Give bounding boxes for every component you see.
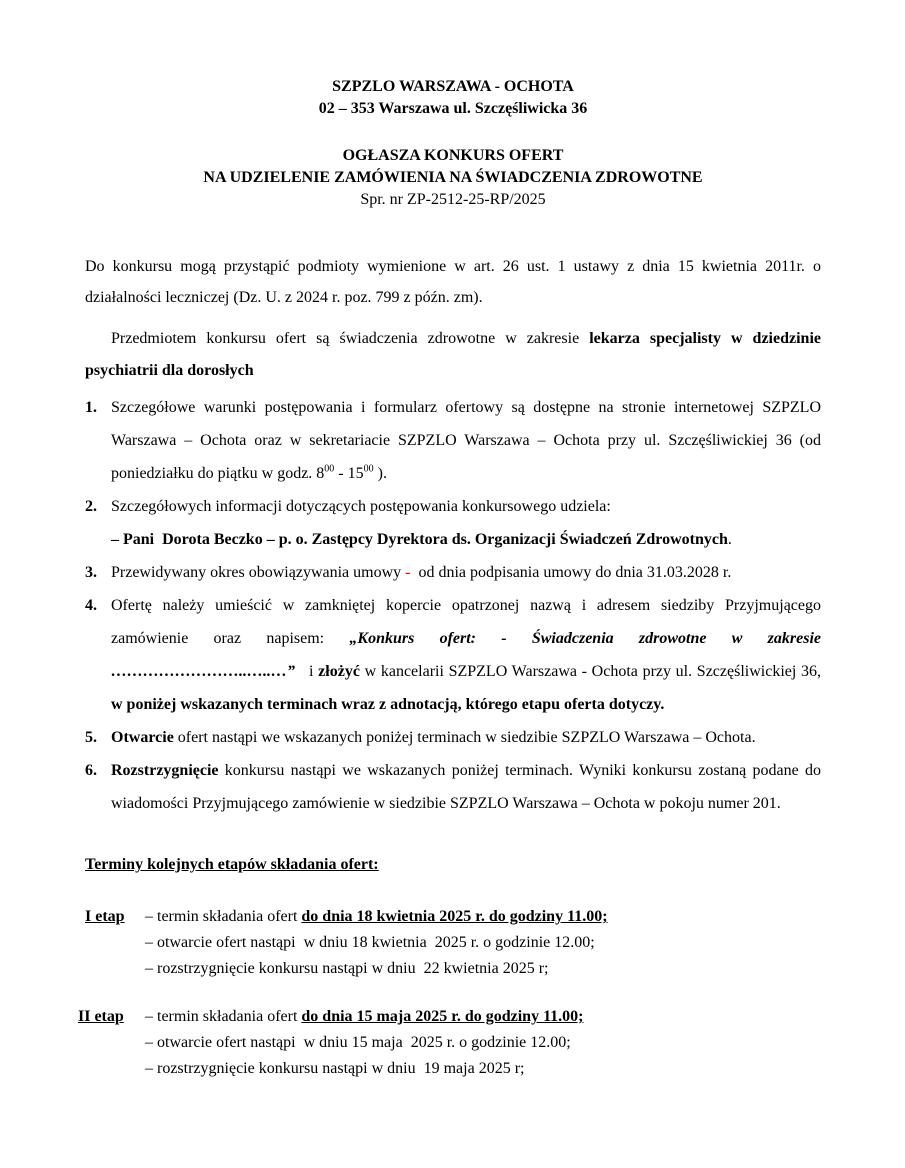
- announce-line2: NA UDZIELENIE ZAMÓWIENIA NA ŚWIADCZENIA ZDROWOTNE: [203, 169, 703, 186]
- announce-line1: OGŁASZA KONKURS OFERT: [342, 147, 564, 164]
- case-number: Spr. nr ZP-2512-25-RP/2025: [360, 191, 546, 208]
- list-item-5: [85, 721, 821, 754]
- item-number: 2.: [85, 498, 97, 515]
- item1-hours-sup-b: 00: [363, 463, 374, 475]
- contact-person: – Pani Dorota Beczko – p. o. Zastępcy Dyrektora ds. Organizacji Świadczeń Zdrowotnych: [111, 531, 728, 548]
- subject-specialty: lekarza specjalisty w dziedzinie psychiatrii dla dorosłych: [85, 330, 821, 379]
- item-number: 3.: [85, 564, 97, 581]
- stage-2-line3: – rozstrzygnięcie konkursu nastąpi w dniu 19 maja 2025 r;: [145, 1060, 525, 1077]
- item4-text-a: Ofertę należy umieścić w zamkniętej kopercie opatrzonej nazwą i adresem siedziby Przyjmującego zamówienie oraz napisem:: [111, 597, 821, 647]
- item-text: [111, 490, 821, 556]
- envelope-label-quote: „Konkurs ofert: - Świadczenia zdrowotne w zakresie ……………………..…..…”: [111, 630, 822, 680]
- announcement-title: [85, 145, 821, 211]
- list-item-3: [85, 556, 821, 589]
- stage-1-lines: [145, 904, 821, 982]
- item5-bold: Otwarcie: [111, 729, 174, 746]
- item1-hours-sup-a: 00: [324, 463, 335, 475]
- item2-line2: [111, 523, 821, 556]
- item-number: 1.: [85, 399, 97, 416]
- stage-1-line1-pre: – termin składania ofert: [145, 908, 302, 925]
- item3-text-a: Przewidywany okres obowiązywania umowy: [111, 564, 406, 581]
- org-address: 02 – 353 Warszawa ul. Szczęśliwicka 36: [318, 100, 588, 117]
- item-text: [111, 721, 821, 754]
- item1-text-a: Szczegółowe warunki postępowania i formularz ofertowy są dostępne na stronie internetowej SZPZLO Warszawa – Ochota oraz w sekretariacie SZPZLO Warszawa – Ochota przy ul. Szczęśliwickiej 36 (od poniedziałku do piątku w godz. 8: [111, 399, 821, 482]
- stage-2-deadline: do dnia 15 maja 2025 r. do godziny 11.00;: [301, 1008, 584, 1025]
- intro-paragraph-2: [85, 323, 821, 387]
- stage-2-line2: – otwarcie ofert nastąpi w dniu 15 maja 2025 r. o godzinie 12.00;: [145, 1034, 571, 1051]
- item4-text-b: i: [295, 663, 319, 680]
- item6-bold: Rozstrzygnięcie: [111, 762, 219, 779]
- item-number: 5.: [85, 729, 97, 746]
- subject-text: Przedmiotem konkursu ofert są świadczenia zdrowotne w zakresie: [111, 330, 590, 347]
- conditions-list: [85, 391, 821, 820]
- org-name: SZPZLO WARSZAWA - OCHOTA: [332, 78, 574, 95]
- document-header: [85, 76, 821, 120]
- stage-2-line1-pre: – termin składania ofert: [145, 1008, 302, 1025]
- list-item-6: [85, 754, 821, 820]
- stage-1-deadline: do dnia 18 kwietnia 2025 r. do godziny 11.00;: [301, 908, 608, 925]
- list-item-1: [85, 391, 821, 490]
- stage-1: [85, 904, 821, 982]
- item-number: 4.: [85, 597, 97, 614]
- stage-2-lines: [145, 1004, 821, 1082]
- item-text: [111, 754, 821, 820]
- intro-paragraph-1: Do konkursu mogą przystąpić podmioty wymienione w art. 26 ust. 1 ustawy z dnia 15 kwietnia 2011r. o działalności leczniczej (Dz. U. z 2024 r. poz. 799 z późn. zm).: [85, 258, 821, 306]
- item4-bold-c: w poniżej wskazanych terminach wraz z adnotacją, którego etapu oferta dotyczy.: [111, 696, 665, 713]
- item1-text-c: ).: [373, 465, 387, 482]
- item2-line2-end: .: [727, 531, 732, 548]
- stage-1-line2: – otwarcie ofert nastąpi w dniu 18 kwietnia 2025 r. o godzinie 12.00;: [145, 934, 595, 951]
- item1-text-b: - 15: [334, 465, 364, 482]
- stage-1-line1: [145, 904, 821, 930]
- item2-line1: Szczegółowych informacji dotyczących postępowania konkursowego udziela:: [111, 498, 611, 515]
- list-item-4: [85, 589, 821, 721]
- deadlines-heading: Terminy kolejnych etapów składania ofert:: [85, 856, 379, 873]
- item5-text: ofert nastąpi we wskazanych poniżej terminach w siedzibie SZPZLO Warszawa – Ochota.: [173, 729, 756, 746]
- stage-2: [78, 1004, 821, 1082]
- item4-text-c: w kancelarii SZPZLO Warszawa - Ochota przy ul. Szczęśliwickiej 36,: [359, 663, 821, 680]
- item-text: [111, 589, 821, 721]
- stage-1-line3: – rozstrzygnięcie konkursu nastąpi w dniu 22 kwietnia 2025 r;: [145, 960, 549, 977]
- list-item-2: [85, 490, 821, 556]
- item3-text-b: od dnia podpisania umowy do dnia 31.03.2028 r.: [410, 564, 732, 581]
- item-text: [111, 556, 821, 589]
- item6-text: konkursu nastąpi we wskazanych poniżej terminach. Wyniki konkursu zostaną podane do wiadomości Przyjmującego zamówienie w siedzibie SZPZLO Warszawa – Ochota w pokoju numer 201.: [111, 762, 821, 812]
- item-text: [111, 391, 821, 490]
- item4-bold-b: złożyć: [318, 663, 360, 680]
- stage-2-line1: [145, 1004, 821, 1030]
- red-dash: -: [405, 564, 411, 581]
- stage-1-label: I etap: [85, 908, 125, 925]
- item-number: 6.: [85, 762, 97, 779]
- stage-2-label: II etap: [78, 1008, 124, 1025]
